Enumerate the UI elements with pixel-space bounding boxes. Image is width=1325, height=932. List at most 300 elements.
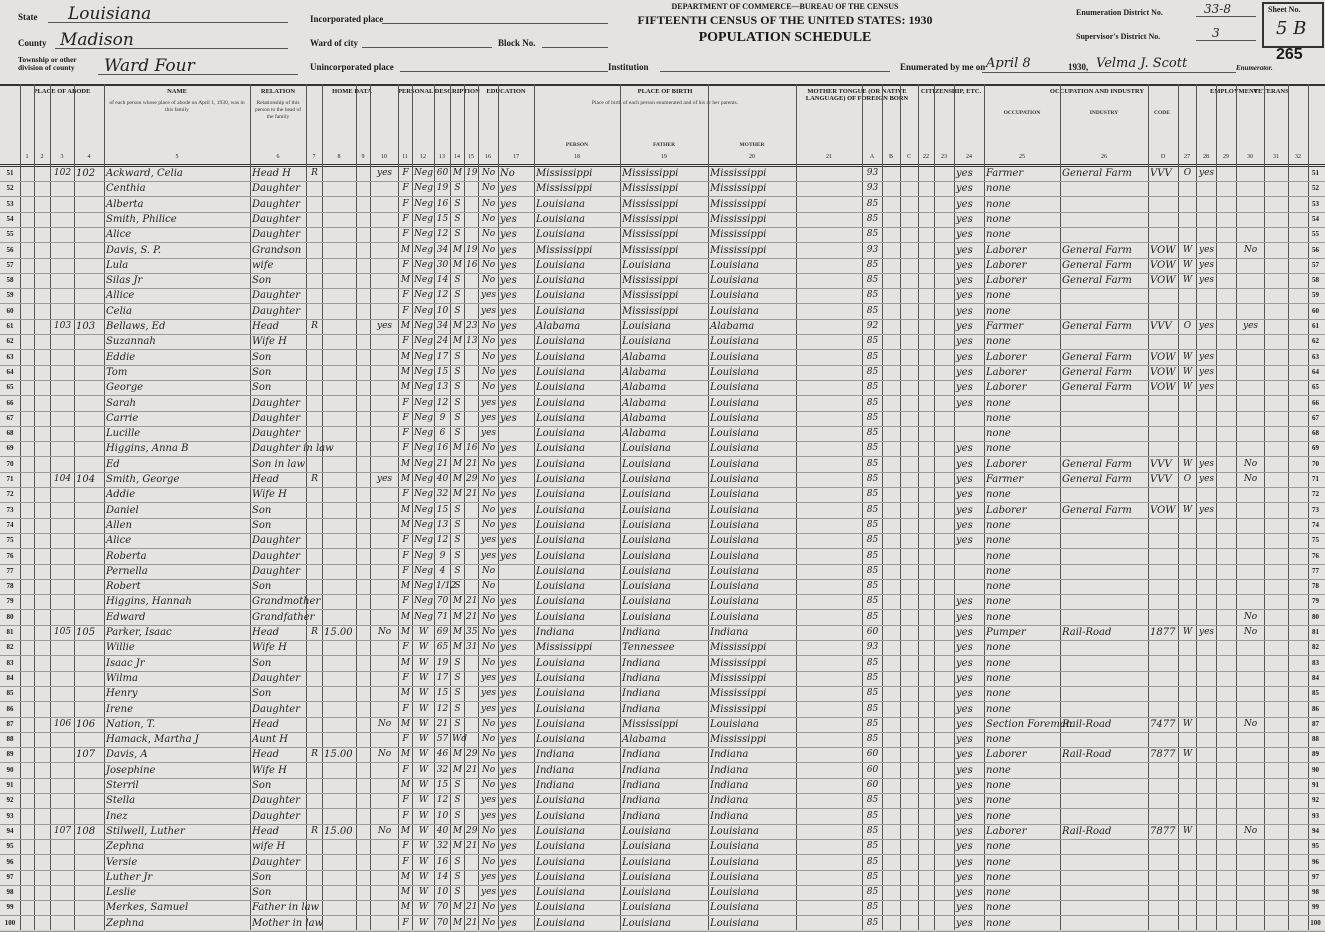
cell-read: yes — [500, 412, 517, 424]
cell-age: 19 — [436, 657, 449, 668]
cell-emp: yes — [1198, 321, 1215, 331]
cell-age: 12 — [436, 703, 449, 714]
column-number: 17 — [513, 154, 519, 160]
cell-mar: S — [454, 887, 461, 898]
line-number: 92 — [6, 796, 14, 805]
cell-fbp: Louisiana — [622, 917, 671, 929]
line-number: 52 — [6, 184, 14, 193]
table-row — [0, 686, 1325, 702]
cell-fbp: Alabama — [622, 382, 667, 394]
cell-sex: M — [400, 504, 411, 515]
cell-own: R — [311, 627, 318, 637]
cell-code: 85 — [866, 657, 879, 668]
cell-read: yes — [500, 688, 517, 700]
line-number-right: 75 — [1312, 536, 1319, 545]
ed-label: Enumeration District No. — [1076, 8, 1163, 17]
cell-bp: Alabama — [536, 321, 581, 332]
cell-sch: No — [481, 749, 496, 760]
line-number-right: 84 — [1312, 673, 1319, 682]
cell-occ: none — [986, 290, 1011, 302]
cell-name: Smith, George — [106, 474, 180, 485]
cell-mbp: Mississippi — [710, 703, 767, 715]
cell-occ: none — [986, 535, 1011, 547]
group-birth: PLACE OF BIRTH — [637, 88, 693, 95]
cell-mbp: Louisiana — [710, 397, 759, 409]
cell-code: 85 — [866, 856, 879, 867]
cell-rel: Daughter — [252, 229, 300, 241]
cell-name: Isaac Jr — [106, 657, 145, 669]
cell-vet: No — [1243, 627, 1258, 637]
cell-ind: General Farm — [1062, 244, 1132, 256]
cell-bp: Louisiana — [536, 504, 585, 516]
cell-rel: Son in law — [252, 458, 306, 470]
cell-mbp: Louisiana — [710, 519, 759, 531]
cell-mbp: Louisiana — [710, 825, 759, 837]
cell-mbp: Mississippi — [710, 672, 767, 684]
cell-sch: No — [481, 244, 496, 255]
group-employment: EMPLOYMENT — [1210, 88, 1259, 95]
cell-ind: Rail-Road — [1062, 749, 1112, 761]
cell-code: 85 — [866, 887, 879, 898]
cell-sch: No — [481, 764, 496, 775]
cell-sch: No — [481, 917, 496, 928]
cell-name: Parker, Isaac — [106, 627, 172, 638]
cell-code: 93 — [866, 642, 879, 653]
cell-code: 92 — [866, 321, 879, 331]
table-row — [0, 809, 1325, 825]
cell-agem: 35 — [466, 627, 478, 637]
cell-name: Merkes, Samuel — [106, 902, 189, 914]
cell-code: 85 — [866, 458, 879, 469]
cell-race: Neg — [414, 168, 433, 178]
cell-ocode: VOW — [1150, 351, 1176, 363]
line-number: 66 — [6, 398, 14, 407]
cell-name: Centhia — [106, 183, 146, 195]
cell-name: Edward — [106, 611, 146, 623]
cell-race: W — [418, 825, 429, 836]
line-number-right: 56 — [1312, 245, 1319, 254]
cell-read: yes — [500, 749, 517, 761]
cell-sex: F — [402, 856, 409, 867]
block-label: Block No. — [498, 38, 536, 48]
cell-rel: Daughter in law — [252, 443, 334, 455]
cell-age: 15 — [436, 688, 449, 699]
cell-race: W — [418, 810, 429, 821]
table-row — [0, 288, 1325, 304]
cell-sex: M — [400, 749, 411, 760]
cell-name: Stella — [106, 795, 136, 807]
name-description: of each person whose place of abode on April 1, 1930, was in this family — [109, 100, 245, 113]
cell-agem: 16 — [466, 259, 478, 270]
cell-sch: No — [481, 168, 496, 178]
cell-rad: yes — [376, 321, 393, 331]
cell-read: yes — [500, 321, 517, 332]
line-number-right: 85 — [1312, 689, 1319, 698]
cell-fbp: Indiana — [622, 764, 661, 776]
line-number: 53 — [6, 199, 14, 208]
cell-race: Neg — [414, 458, 433, 469]
table-row — [0, 778, 1325, 794]
cell-race: W — [418, 902, 429, 913]
cell-rel: Daughter — [252, 810, 300, 822]
cell-name: Silas Jr — [106, 275, 143, 287]
cell-sex: F — [402, 795, 409, 806]
cell-agem: 21 — [466, 489, 478, 500]
sheet-value: 5 B — [1276, 18, 1307, 39]
birth-description: Place of birth of each person enumerated and of his or her parents. — [591, 100, 739, 106]
cell-read: yes — [500, 795, 517, 807]
line-number-right: 71 — [1312, 475, 1319, 483]
cell-rad: No — [377, 627, 392, 637]
column-number: A — [869, 154, 875, 160]
cell-sex: F — [402, 198, 409, 209]
line-number-right: 67 — [1312, 413, 1319, 422]
cell-mbp: Louisiana — [710, 366, 759, 378]
cell-eng: yes — [956, 168, 973, 179]
cell-bp: Louisiana — [536, 443, 585, 455]
cell-rel: Grandfather — [252, 611, 315, 623]
cell-occ: none — [986, 657, 1011, 669]
table-row — [0, 870, 1325, 886]
column-number: 7 — [312, 154, 316, 160]
table-row — [0, 365, 1325, 381]
cell-code: 85 — [866, 275, 879, 286]
cell-age: 13 — [436, 519, 449, 530]
cell-age: 21 — [436, 718, 449, 729]
cell-sch: No — [481, 611, 496, 622]
cell-rel: Head — [252, 718, 280, 730]
column-number: 1 — [25, 154, 29, 160]
cell-sch: No — [481, 474, 496, 484]
cell-sch: yes — [480, 305, 497, 316]
cell-sch: yes — [480, 810, 497, 821]
cell-occ: none — [986, 795, 1011, 807]
cell-sch: No — [481, 627, 496, 637]
cell-code: 85 — [866, 366, 879, 377]
cell-code: 85 — [866, 795, 879, 806]
cell-rel: Mother in law — [252, 917, 324, 929]
cell-rel: Head — [252, 627, 280, 638]
cell-eng: yes — [956, 474, 973, 485]
cell-ocode: VOW — [1150, 259, 1176, 271]
cell-occ: none — [986, 519, 1011, 531]
cell-occ: none — [986, 428, 1011, 440]
cell-race: W — [418, 734, 429, 745]
cell-fam: 107 — [76, 749, 96, 761]
cell-sex: M — [400, 825, 411, 836]
cell-mar: M — [452, 458, 463, 469]
cell-read: yes — [500, 458, 517, 470]
cell-bp: Louisiana — [536, 810, 585, 822]
line-number: 75 — [6, 536, 14, 545]
cell-age: 30 — [436, 259, 449, 270]
cell-mbp: Louisiana — [710, 504, 759, 516]
cell-mar: S — [454, 366, 461, 377]
cell-agem: 21 — [466, 458, 478, 469]
unincorporated-label: Unincorporated place — [310, 62, 394, 72]
cell-agem: 29 — [466, 749, 478, 760]
cell-rel: Son — [252, 275, 272, 287]
line-number-right: 100 — [1310, 918, 1321, 927]
cell-fam: 103 — [76, 321, 96, 332]
cell-rel: Father in law — [252, 902, 320, 914]
group-mother-tongue: MOTHER TONGUE (OR NATIVE LANGUAGE) OF FOREIGN BORN — [805, 88, 909, 102]
cell-name: Wilma — [106, 672, 138, 684]
cell-eng: yes — [956, 535, 973, 547]
township-label: Township or other division of county — [18, 55, 77, 72]
cell-bp: Louisiana — [536, 825, 585, 837]
cell-read: yes — [500, 336, 517, 348]
line-number-right: 89 — [1312, 750, 1319, 759]
cell-sex: M — [400, 657, 411, 668]
cell-race: Neg — [414, 474, 433, 484]
cell-mbp: Alabama — [710, 321, 755, 332]
cell-mar: M — [452, 336, 463, 347]
table-row — [0, 472, 1325, 488]
column-number: 29 — [1223, 154, 1229, 160]
cell-sex: F — [402, 397, 409, 408]
cell-emp: yes — [1198, 382, 1215, 393]
cell-read: yes — [500, 550, 517, 562]
cell-age: 34 — [436, 321, 449, 331]
line-number-right: 96 — [1312, 857, 1319, 866]
column-number: 8 — [337, 154, 341, 160]
line-number: 88 — [6, 735, 14, 744]
cell-rel: Daughter — [252, 565, 300, 577]
cell-code: 85 — [866, 550, 879, 561]
cell-fbp: Louisiana — [622, 825, 671, 837]
cell-code: 85 — [866, 229, 879, 240]
cell-occ: Laborer — [986, 382, 1027, 394]
cell-mar: S — [454, 198, 461, 209]
table-row — [0, 625, 1325, 641]
cell-code: 85 — [866, 443, 879, 454]
cell-age: 9 — [439, 550, 446, 561]
cell-name: Higgins, Hannah — [106, 596, 192, 608]
column-number: 22 — [923, 154, 929, 160]
cell-age: 12 — [436, 535, 449, 546]
cell-name: Leslie — [106, 887, 137, 899]
cell-fbp: Alabama — [622, 412, 667, 424]
line-number: 98 — [6, 888, 14, 897]
cell-sch: No — [481, 489, 496, 500]
cell-rel: Daughter — [252, 428, 300, 440]
table-row — [0, 258, 1325, 274]
line-number: 84 — [6, 673, 14, 682]
cell-mbp: Louisiana — [710, 458, 759, 470]
cell-sch: No — [481, 336, 496, 347]
cell-age: 10 — [436, 810, 449, 821]
cell-mar: M — [452, 841, 463, 852]
cell-occ: Laborer — [986, 351, 1027, 363]
cell-code: 85 — [866, 412, 879, 423]
cell-mar: M — [452, 244, 463, 255]
line-number: 58 — [6, 276, 14, 285]
cell-dw: 107 — [53, 825, 72, 836]
cell-age: 10 — [436, 887, 449, 898]
cell-rel: Daughter — [252, 290, 300, 302]
cell-fam: 102 — [76, 168, 96, 179]
cell-ind: General Farm — [1062, 168, 1132, 179]
column-number: 2 — [40, 154, 44, 160]
cell-eng: yes — [956, 351, 973, 363]
cell-mbp: Louisiana — [710, 856, 759, 868]
cell-occ: Farmer — [986, 321, 1024, 332]
cell-rel: Head — [252, 321, 280, 332]
cell-age: 17 — [436, 672, 449, 683]
cell-rel: Daughter — [252, 397, 300, 409]
cell-sch: No — [481, 657, 496, 668]
line-number: 51 — [6, 169, 14, 177]
cell-emp: yes — [1198, 244, 1215, 255]
cell-fbp: Indiana — [622, 627, 661, 638]
line-number: 81 — [6, 628, 14, 636]
cell-age: 24 — [436, 336, 449, 347]
line-number-right: 72 — [1312, 490, 1319, 499]
cell-bp: Louisiana — [536, 703, 585, 715]
cell-rel: Son — [252, 780, 272, 791]
cell-name: Pernella — [106, 565, 148, 577]
cell-eng: yes — [956, 213, 973, 225]
cell-mbp: Louisiana — [710, 887, 759, 899]
cell-race: Neg — [414, 412, 433, 423]
ward-label: Ward of city — [310, 38, 358, 48]
cell-rel: Daughter — [252, 213, 300, 225]
cell-rel: Grandmother — [252, 596, 321, 608]
cell-ind: General Farm — [1062, 275, 1132, 287]
cell-val: 15.00 — [324, 749, 353, 761]
table-row — [0, 671, 1325, 687]
cell-sch: No — [481, 856, 496, 867]
column-number: 20 — [749, 154, 755, 160]
group-citizenship: CITIZENSHIP, ETC. — [920, 88, 982, 95]
enumerated-year: 1930, — [1068, 62, 1089, 72]
cell-sch: No — [481, 183, 496, 194]
cell-ind: General Farm — [1062, 321, 1132, 332]
cell-vet: No — [1243, 825, 1258, 836]
cell-eng: yes — [956, 275, 973, 287]
cell-eng: yes — [956, 305, 973, 317]
cell-race: W — [418, 841, 429, 852]
cell-eng: yes — [956, 321, 973, 332]
cell-sch: No — [481, 581, 496, 592]
cell-rel: Daughter — [252, 856, 300, 868]
group-home-data: HOME DATA — [332, 88, 372, 95]
cell-code: 93 — [866, 244, 879, 255]
cell-fbp: Louisiana — [622, 581, 671, 593]
line-number-right: 90 — [1312, 765, 1319, 774]
line-number-right: 80 — [1312, 612, 1319, 621]
cell-vet: No — [1243, 474, 1258, 484]
line-number-right: 60 — [1312, 306, 1319, 315]
cell-rel: Daughter — [252, 672, 300, 684]
cell-sex: F — [402, 412, 409, 423]
column-number: 16 — [485, 154, 491, 160]
line-number: 74 — [6, 520, 14, 529]
cell-age: 70 — [436, 596, 449, 607]
column-number: 12 — [420, 154, 426, 160]
cell-cls: W — [1182, 366, 1193, 377]
cell-name: Higgins, Anna B — [106, 443, 189, 455]
table-row — [0, 334, 1325, 350]
line-number: 61 — [6, 322, 14, 330]
cell-dw: 102 — [53, 168, 72, 178]
cell-ocode: VVV — [1150, 458, 1172, 470]
cell-read: yes — [500, 351, 517, 363]
cell-eng: yes — [956, 764, 973, 776]
incorporated-label: Incorporated place — [310, 14, 384, 24]
cell-age: 16 — [436, 443, 449, 454]
cell-bp: Louisiana — [536, 795, 585, 807]
cell-occ: none — [986, 672, 1011, 684]
cell-fbp: Mississippi — [622, 718, 679, 730]
column-number: 6 — [276, 154, 280, 160]
cell-occ: none — [986, 183, 1011, 195]
cell-eng: yes — [956, 596, 973, 608]
cell-sex: F — [402, 336, 409, 347]
cell-occ: none — [986, 489, 1011, 501]
line-number: 60 — [6, 306, 14, 315]
cell-ocode: VOW — [1150, 244, 1176, 256]
cell-mbp: Louisiana — [710, 902, 759, 914]
line-number-right: 51 — [1312, 169, 1319, 177]
cell-read: yes — [500, 841, 517, 853]
cell-name: Tom — [106, 366, 128, 378]
cell-fbp: Louisiana — [622, 596, 671, 608]
cell-mar: M — [452, 902, 463, 913]
cell-mar: M — [452, 627, 463, 637]
cell-age: 15 — [436, 213, 449, 224]
cell-eng: yes — [956, 657, 973, 669]
cell-mbp: Louisiana — [710, 596, 759, 608]
cell-name: Irene — [106, 703, 134, 715]
cell-rel: Wife H — [252, 489, 287, 501]
table-row — [0, 518, 1325, 534]
page-number: 265 — [1276, 46, 1303, 63]
cell-vet: No — [1243, 244, 1258, 255]
table-row — [0, 457, 1325, 473]
cell-cls: O — [1183, 474, 1192, 484]
cell-fbp: Indiana — [622, 672, 661, 684]
cell-occ: none — [986, 917, 1011, 929]
cell-sex: F — [402, 734, 409, 745]
cell-fbp: Mississippi — [622, 213, 679, 225]
cell-agem: 29 — [466, 474, 478, 484]
cell-ocode: VVV — [1150, 168, 1172, 179]
cell-emp: yes — [1198, 259, 1215, 270]
cell-occ: none — [986, 443, 1011, 455]
cell-agem: 13 — [466, 336, 478, 347]
cell-bp: Mississippi — [536, 168, 593, 179]
cell-sex: M — [400, 581, 411, 592]
cell-sch: No — [481, 275, 496, 286]
cell-rel: Wife H — [252, 764, 287, 776]
cell-cls: W — [1182, 825, 1193, 836]
cell-sch: yes — [480, 871, 497, 882]
line-number: 90 — [6, 765, 14, 774]
cell-fbp: Louisiana — [622, 871, 671, 883]
cell-ocode: VVV — [1150, 321, 1172, 332]
cell-occ: Laborer — [986, 259, 1027, 271]
cell-ocode: 7877 — [1150, 825, 1176, 837]
col-mother: MOTHER — [739, 142, 765, 148]
cell-mar: M — [452, 168, 463, 178]
cell-code: 85 — [866, 428, 879, 439]
cell-bp: Louisiana — [536, 596, 585, 608]
cell-sch: No — [481, 229, 496, 240]
cell-eng: yes — [956, 917, 973, 929]
cell-race: Neg — [414, 382, 433, 393]
